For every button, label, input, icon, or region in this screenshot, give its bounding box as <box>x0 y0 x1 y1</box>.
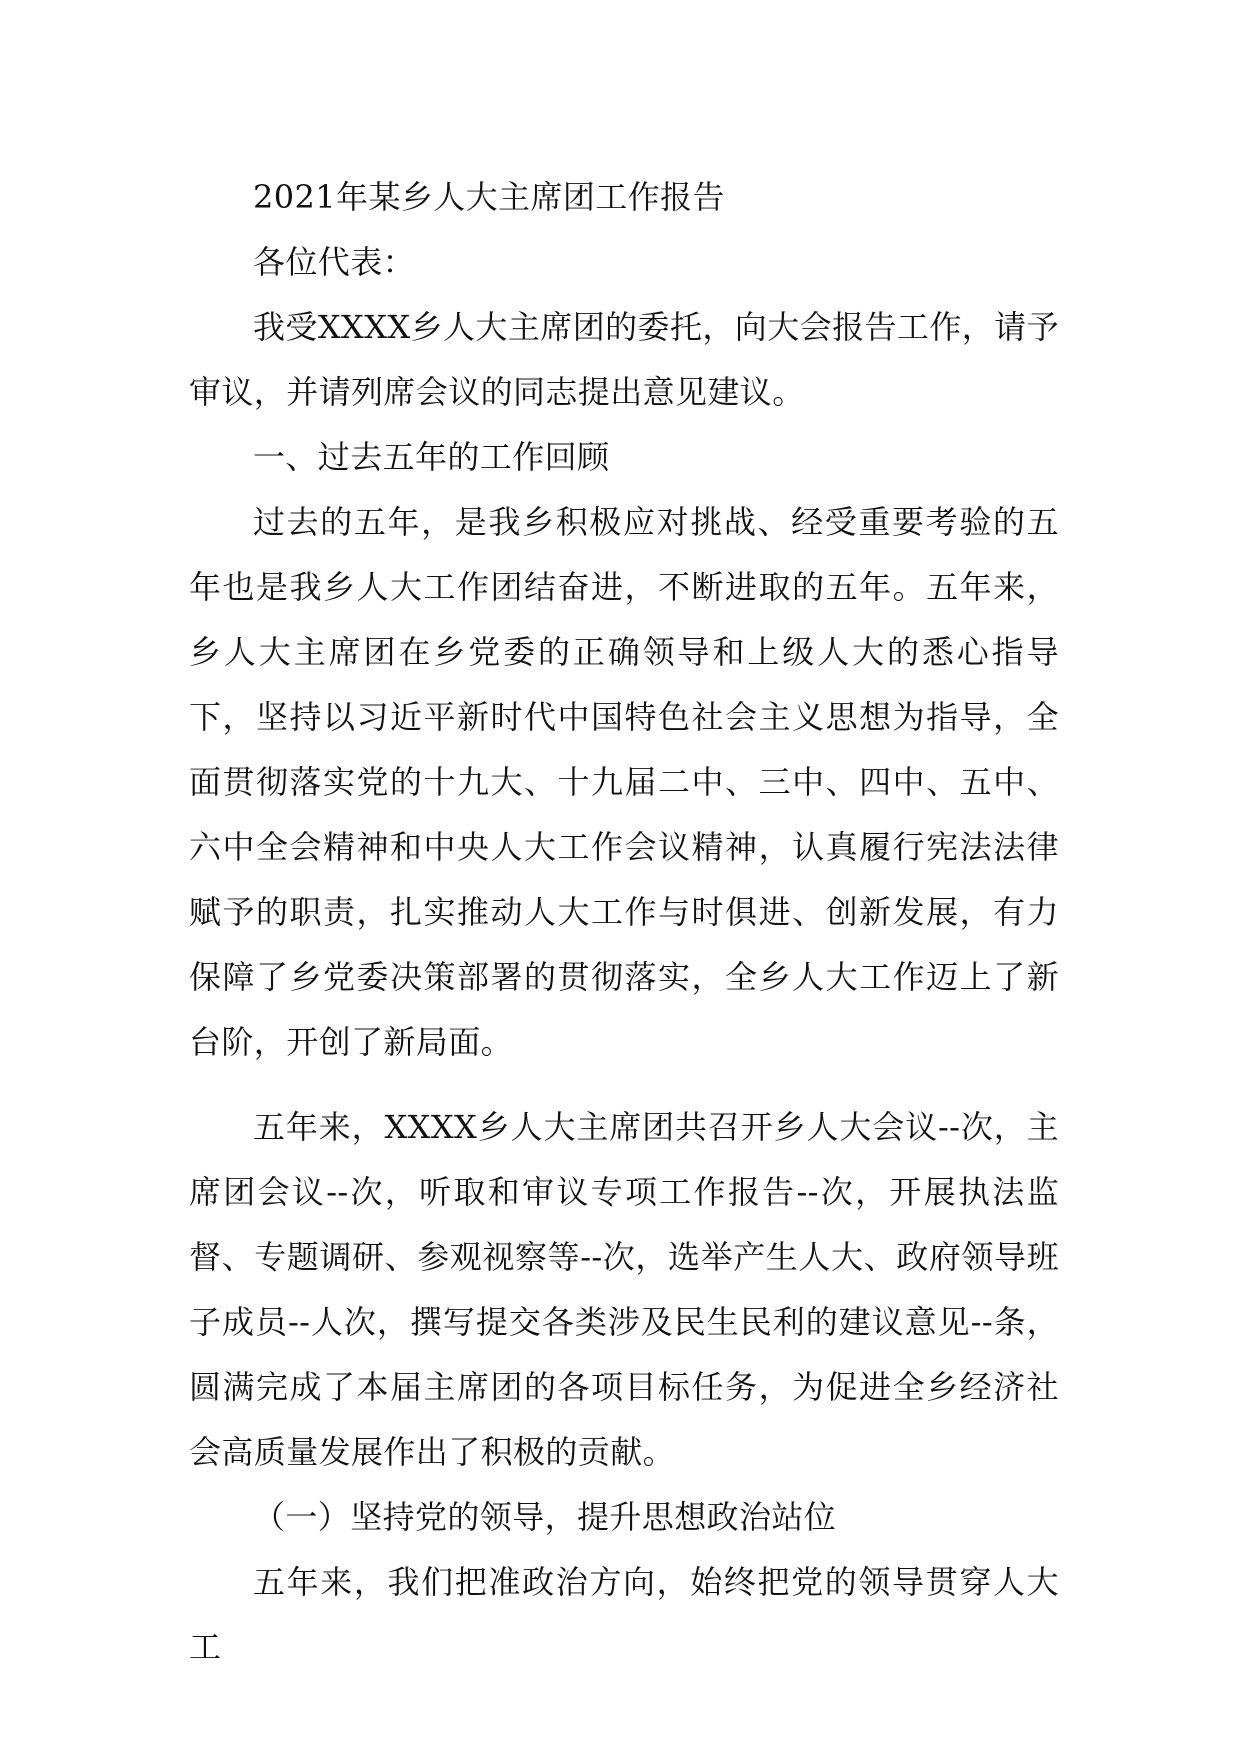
document-body <box>189 165 1059 1680</box>
paragraph-intro: 我受XXXX乡人大主席团的委托，向大会报告工作，请予审议，并请列席会议的同志提出意见建议。 <box>189 308 1059 411</box>
paragraph-statistics: 五年来，XXXX乡人大主席团共召开乡人大会议--次，主席团会议--次，听取和审议专项工作报告--次，开展执法监督、专题调研、参观视察等--次，选举产生人大、政府领导班子成员--人次，撰写提交各类涉及民生民利的建议意见--条，圆满完成了本届主席团的各项目标任务，为促进全乡经济社会高质量发展作出了积极的贡献。 <box>189 1108 1059 1471</box>
section-heading-review: 一、过去五年的工作回顾 <box>253 438 610 476</box>
subsection-heading-party-leadership: （一）坚持党的领导，提升思想政治站位 <box>253 1498 837 1536</box>
paragraph-five-years: 过去的五年，是我乡积极应对挑战、经受重要考验的五年也是我乡人大工作团结奋进，不断进取的五年。五年来，乡人大主席团在乡党委的正确领导和上级人大的悉心指导下，坚持以习近平新时代中国特色社会主义思想为指导，全面贯彻落实党的十九大、十九届二中、三中、四中、五中、六中全会精神和中央人大工作会议精神，认真履行宪法法律赋予的职责，扎实推动人大工作与时俱进、创新发展，有力保障了乡党委决策部署的贯彻落实，全乡人大工作迈上了新台阶，开创了新局面。 <box>189 503 1059 1061</box>
salutation: 各位代表： <box>253 243 416 281</box>
document-title: 2021年某乡人大主席团工作报告 <box>253 178 725 216</box>
paragraph-party-leadership: 五年来，我们把准政治方向，始终把党的领导贯穿人大工 <box>189 1563 1059 1666</box>
